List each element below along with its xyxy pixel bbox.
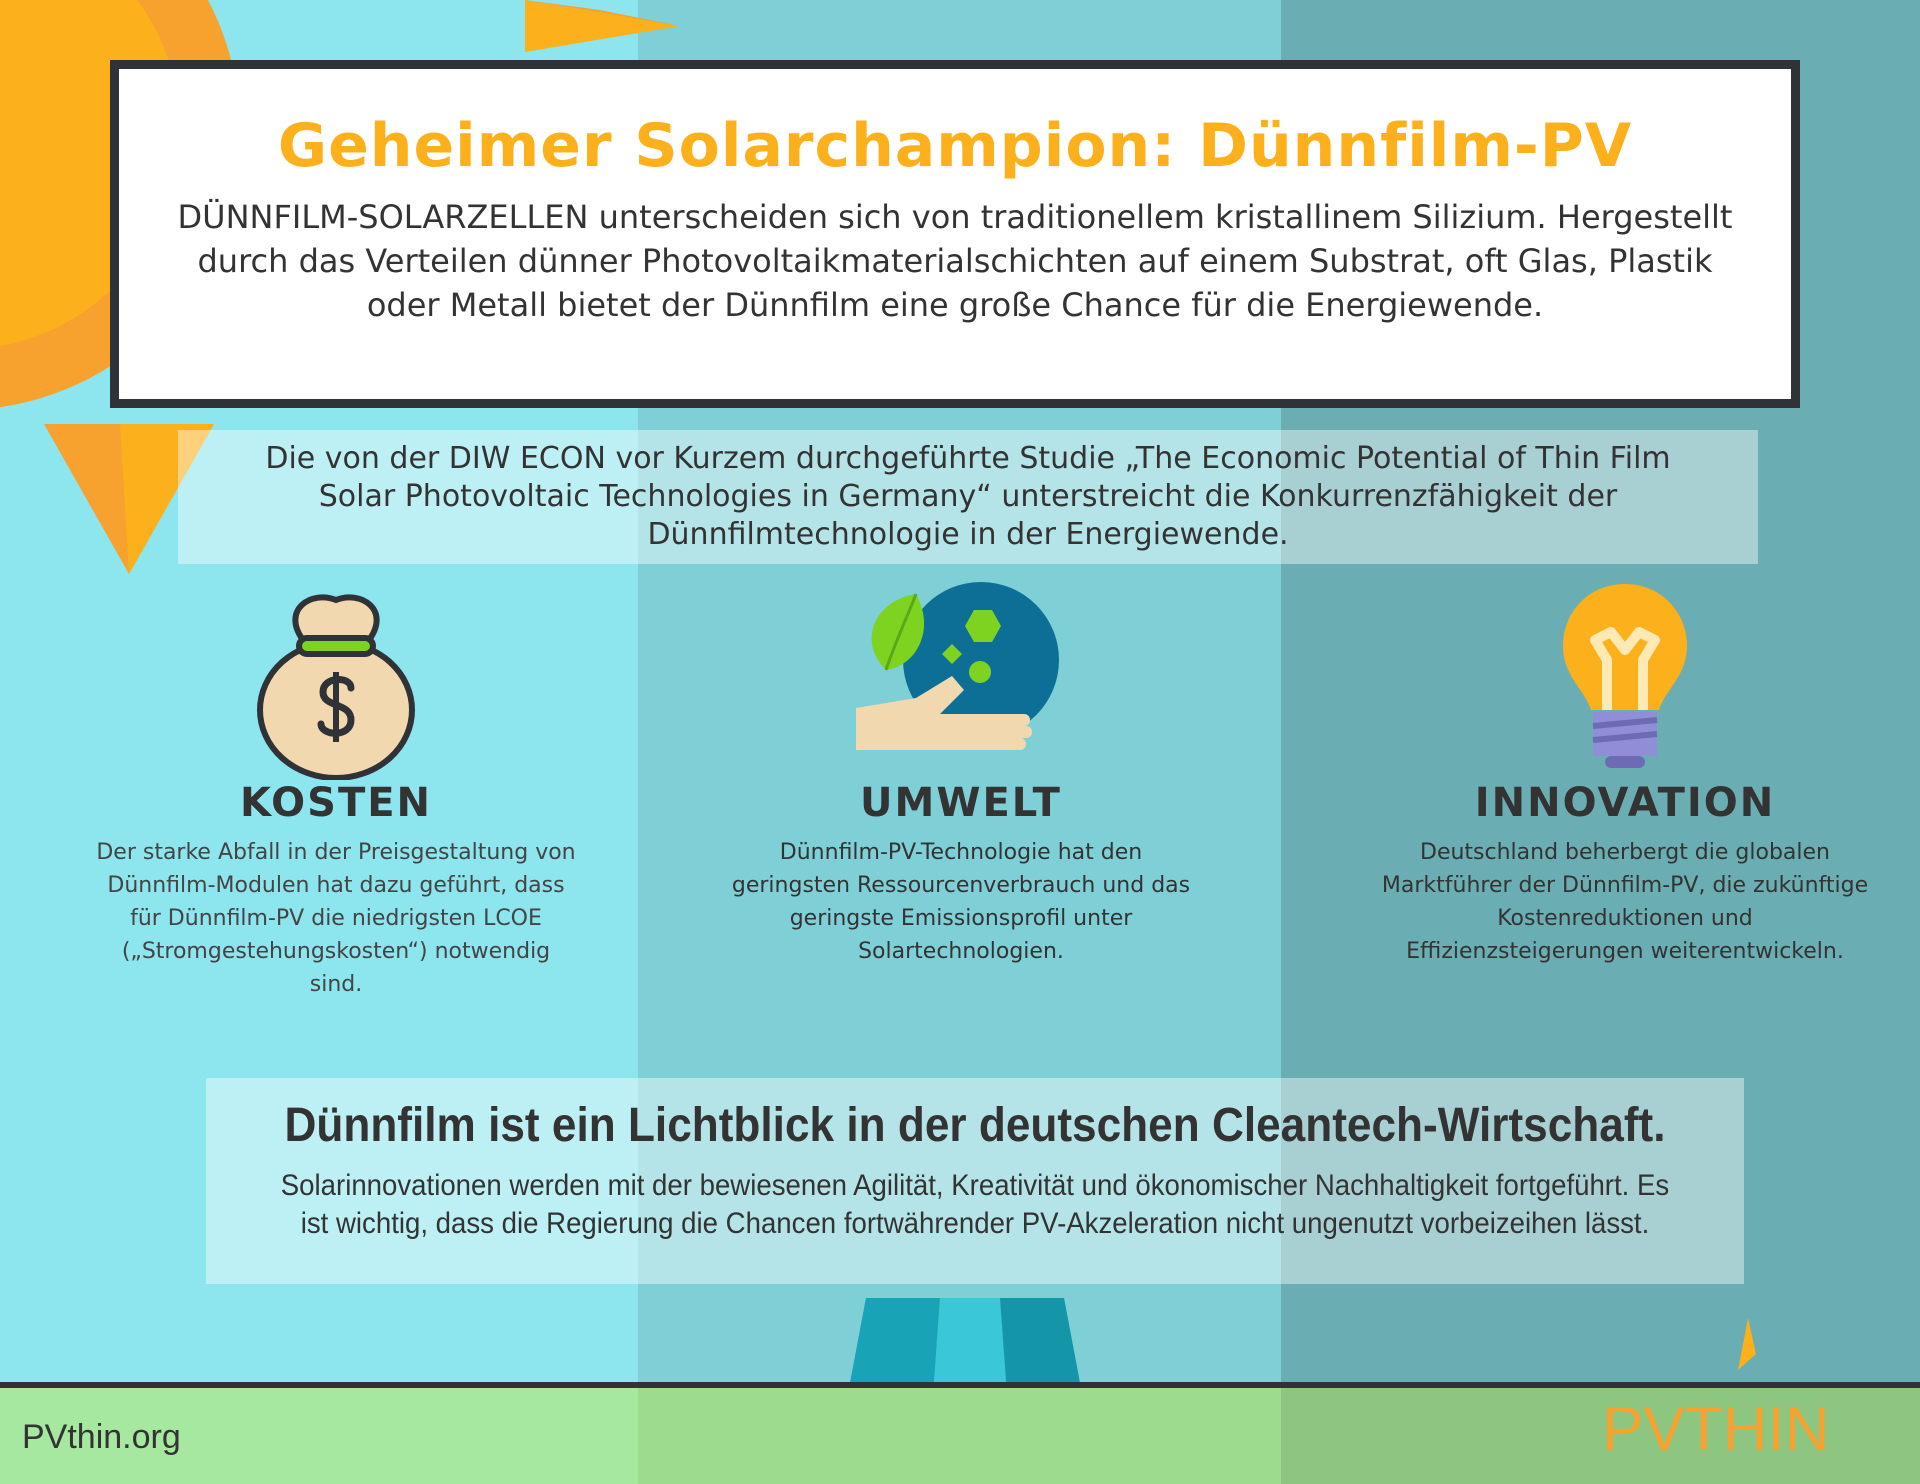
study-box [178, 430, 1758, 564]
closing-box [206, 1078, 1744, 1284]
study-text: Die von der DIW ECON vor Kurzem durchgeführte Studie „The Economic Potential of Thin Film Solar Photovoltaic Technologies in Germany“ unterstreicht die Konkurrenzfähigkeit der Dünnfilmtechnologie in der Energiewende. [265, 441, 1671, 552]
pvthin-logo[interactable] [1602, 1310, 1902, 1460]
hand-globe-leaf-icon [856, 580, 1066, 780]
innovation-text: Deutschland beherbergt die globalen Marktführer der Dünnfilm-PV, die zukünftige Kostenreduktionen und Effizienzsteigerungen weiterentwickeln. [1381, 840, 1869, 964]
umwelt-heading: UMWELT [860, 780, 1062, 826]
intro-text: DÜNNFILM-SOLARZELLEN unterscheiden sich von traditionellem kristallinem Silizium. Hergestellt durch das Verteilen dünner Photovoltaikmaterialschichten auf einem Substrat, oft Glas, Plastik oder Metall bietet der Dünnfilm eine große Chance für die Energiewende. [177, 198, 1733, 324]
light-bulb-icon [1555, 580, 1695, 780]
column-kosten [96, 580, 576, 1001]
pvthin-logo-text: PVTHIN [1602, 1395, 1830, 1460]
site-link[interactable]: PVthin.org [22, 1418, 181, 1456]
page-title: Geheimer Solarchampion: Dünnfilm-PV [277, 111, 1633, 181]
ground-middle [638, 1388, 1281, 1484]
closing-heading: Dünnfilm ist ein Lichtblick in der deutschen Cleantech-Wirtschaft. [284, 1099, 1666, 1152]
innovation-heading: INNOVATION [1474, 780, 1776, 826]
money-bag-icon [251, 580, 421, 780]
kosten-heading: KOSTEN [239, 780, 433, 826]
column-innovation [1380, 580, 1870, 968]
closing-text: Solarinnovationen werden mit der bewiesenen Agilität, Kreativität und ökonomischer Nachhaltigkeit fortgeführt. Es ist wichtig, dass die Regierung die Chancen fortwährender PV-Akzeleration nicht ungenutzt vorbeizeihen lässt. [280, 1169, 1670, 1240]
title-box [110, 60, 1800, 408]
umwelt-text: Dünnfilm-PV-Technologie hat den geringsten Ressourcenverbrauch und das geringste Emissionsprofil unter Solartechnologien. [731, 840, 1191, 964]
kosten-text: Der starke Abfall in der Preisgestaltung von Dünnfilm-Modulen hat dazu geführt, dass für Dünnfilm-PV die niedrigsten LCOE („Stromgestehungskosten“) notwendig sind. [96, 840, 576, 997]
column-umwelt [721, 580, 1201, 968]
